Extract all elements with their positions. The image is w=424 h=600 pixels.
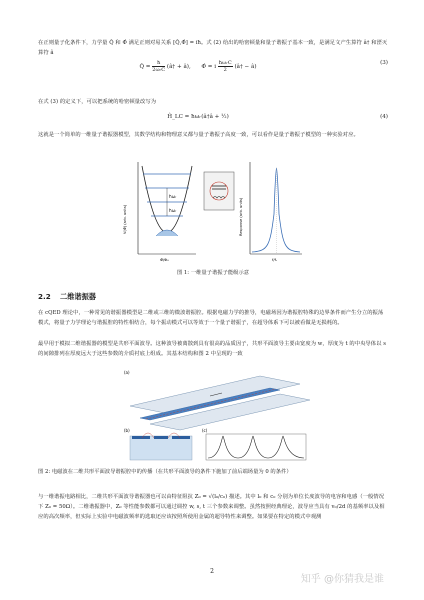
center-strip [154,436,168,439]
eq-q-lhs: Q̂ = [139,64,153,70]
potential-well-plot [123,162,196,262]
right-y-label: Response (arb. units) [239,197,243,236]
paragraph-impedance: 与一维谐振电路相比，二维共形平面波导谐振器也可以由特征阻抗 Z₀ = √(l₀/c₀) 描述。其中 l₀ 和 c₀ 分别为单位长度波导的电容和电感（一般情况下 Z₀ = 50Ω）。二维谐振器中，Z₀ 等性能参数都可以通过调控 w, s, t 三个参数来调整。虽然按照经典理论，波导应当具有 v₀/2d 的基频率以及相应的高次频率，但实际上实验中电磁波频率的选取还应该按照所使用金属的超导特性来调整。如果要在特定的模式中观测 [38,494,385,520]
figure-2 [110,366,320,464]
substrate [130,436,192,460]
equation-number-3: (3) [380,60,388,66]
eq-phi-denominator: 2 [223,67,227,73]
eq-q-numerator: ħ [152,60,165,67]
lc-circuit-inset [204,172,234,210]
eq-q-tail: (â† + â), [166,64,191,70]
spectrum-frame [206,434,306,460]
paragraph-coplanar-waveguide: 最早用于模拟二维谐振器的模型是共形平面波导。这种波导被离散到具有很高的品质因子，共形平面波导主要由宽度为 w，厚度为 t 的中央导体以 s 的间隙排列在厚度远大于这些参数的介质衬底上组成。其基本结构和图 2 中呈现的一致 [38,341,386,357]
paragraph-cqed-resonator: 在 cQED 理论中，一种常见的谐振器模型是二维或三维的微波谐振腔。根据电磁力学的推导，电磁场因为谐振腔特殊的边界条件而产生分立的振荡模式，将量子力学理论与谐振腔的特性相结合，每个振动模式可以等效于一个量子谐振子，在超导体系下可以被看做是无损耗的。 [38,310,384,326]
figure-1-caption: 图 1: 一维量子谐振子能级示意 [176,270,250,276]
coplanar-waveguide-3d [130,376,310,430]
section-heading [38,292,96,302]
paragraph-quantization: 在正则量子化条件下，力学量 Q̂ 和 Φ̂ 满足正则对易关系 [Q̂,Φ̂] = iħ。式 (2) 给出的哈密顿量和量子谐振子基本一致，是满足文产生算符 â† 和湮灭算符 â [38,40,388,56]
cross-section [130,433,192,460]
left-y-label: V(Φ̂) (arb. units) [123,204,127,234]
panel-c-label: (c) [202,428,208,433]
level-label-1: ħωᵣ [169,208,177,213]
ground-state-wavefunction [156,230,178,236]
eq-hamiltonian-body: Ĥ_LC = ħωᵣ(â†â + ½) [167,114,229,120]
equation-ladder-operators [38,60,388,74]
paragraph-hamiltonian-intro: 在式 (3) 的定义下，可以把系统的哈密顿量改写为 [38,99,157,105]
eq-phi-numerator: ħωᵣC [218,60,232,66]
figure-2-caption: 图 2: 电磁波在二维共形平面波导谐振腔中的传播（在共形平面波导的条件下施加了前后端场量为 0 的条件） [38,469,292,475]
eq-phi-tail: (â† − â) [234,64,257,70]
figure-1 [118,154,308,264]
panel-a-label: (a) [124,370,130,375]
section-title: 二维谐振器 [60,292,96,301]
page-number: 2 [210,568,214,575]
left-x-label: Φ̂/Φ₀ [160,257,169,262]
eq-phi-lhs: Φ̂ = i [201,64,217,70]
panel-b-label: (b) [124,428,130,433]
response-plot [239,162,302,262]
equation-number-4: (4) [380,114,388,120]
circuit-box [204,172,234,210]
mode-spectrum-plot [206,434,306,460]
level-label-2: ħωᵣ [169,194,177,199]
eq-q-fraction [152,60,165,73]
watermark: 知乎 @你猜我是谁 [300,574,384,585]
paragraph-model-summary: 这就是一个简单的一维量子谐振器模型，其数学结构和物理意义都与量子谐振子高度一致，可以看作是量子谐振子模型的一种实验对应。 [38,132,359,138]
eq-q-denominator: 2ωᵣC [152,67,166,73]
ground-right [172,436,190,439]
eq-phi-fraction [218,60,233,73]
section-number: 2.2 [38,292,51,301]
right-x-label: f/fᵣ [272,257,277,262]
ground-left [132,436,150,439]
equation-hamiltonian [38,114,388,128]
lorentzian-peak [252,168,300,252]
